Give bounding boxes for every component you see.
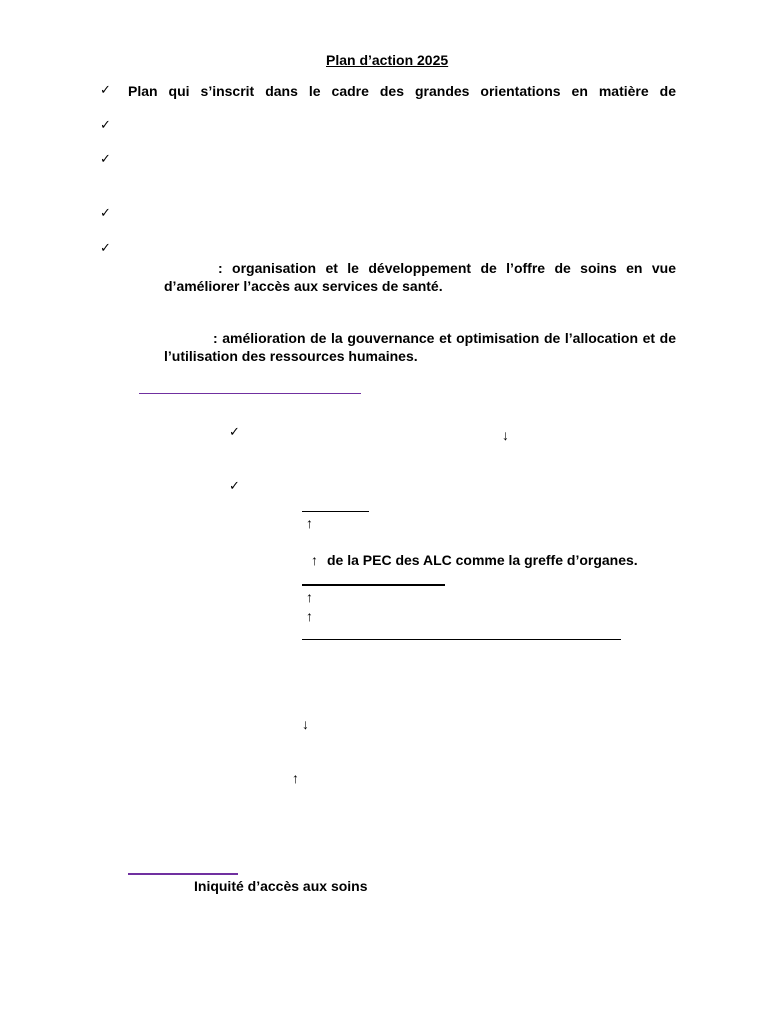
axis1-line2: d’améliorer l’accès aux services de santé.: [164, 278, 443, 294]
check-icon: ✓: [100, 240, 111, 255]
check-icon: ✓: [229, 478, 240, 493]
section-heading-rule: [139, 393, 361, 394]
axis2-line1: : amélioration de la gouvernance et optimisation de l’allocation et de: [213, 330, 676, 346]
underline-rule: [302, 511, 369, 512]
arrow-up-icon: ↑: [306, 515, 313, 531]
underline-rule: [302, 639, 621, 640]
axis1-paragraph: [164, 259, 676, 295]
page-title: Plan d’action 2025: [326, 52, 449, 68]
arrow-down-icon: ↓: [302, 716, 309, 732]
arrow-up-icon: ↑: [306, 608, 313, 624]
check-icon: ✓: [229, 424, 240, 439]
pec-line: de la PEC des ALC comme la greffe d’organes.: [327, 552, 638, 568]
arrow-up-icon: ↑: [311, 552, 318, 568]
iniquity-line: Iniquité d’accès aux soins: [194, 878, 368, 894]
check-icon: ✓: [100, 151, 111, 166]
arrow-down-icon: ↓: [502, 427, 509, 443]
intro-line: Plan qui s’inscrit dans le cadre des grandes orientations en matière de: [128, 83, 676, 99]
arrow-up-icon: ↑: [292, 770, 299, 786]
arrow-up-icon: ↑: [306, 589, 313, 605]
axis1-line1: : organisation et le développement de l’offre de soins en vue: [218, 260, 676, 276]
check-icon: ✓: [100, 205, 111, 220]
axis2-line2: l’utilisation des ressources humaines.: [164, 348, 418, 364]
check-icon: ✓: [100, 117, 111, 132]
axis2-paragraph: [164, 329, 676, 365]
check-icon: ✓: [100, 82, 111, 97]
section-heading-rule: [128, 873, 238, 875]
underline-rule: [302, 584, 445, 586]
